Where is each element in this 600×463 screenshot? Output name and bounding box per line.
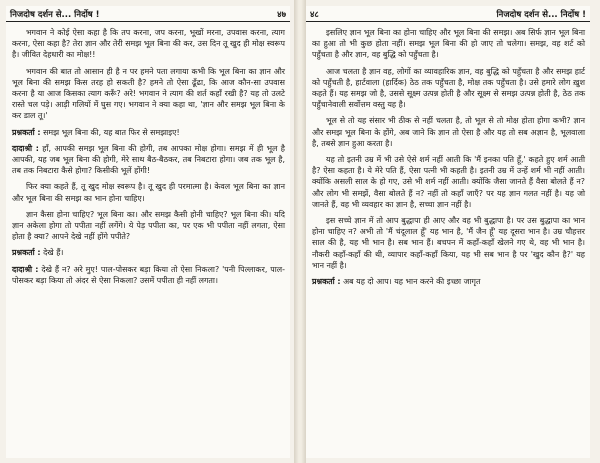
right-page-content: [306, 22, 590, 287]
paragraph: फिर क्या कहते हैं, तू खुद मोक्ष स्वरूप है। तू खुद ही परमात्मा है। केवल भूल बिना का ज्ञान और भूल बिना की समझ का भान होना चाहिए।: [12, 182, 285, 203]
paragraph: भूल से तो यह संसार भी ठीक से नहीं चलता है, तो भूल से तो मोक्ष होता होगा कभी? ज्ञान और समझ भूल बिना के होंगे, अब जाने कि ज्ञान तो ऐसा है और यह तो सब अज्ञान है, भूलवाला है, तबसे ज्ञान हुआ करता है।: [312, 116, 585, 148]
book-gutter: [294, 0, 306, 463]
right-page-header: [306, 6, 590, 22]
paragraph: प्रश्नकर्ता : अब यह दो आप। यह भान करने की इच्छा जागृत: [312, 277, 481, 287]
paragraph: भगवान ने कोई ऐसा कहा है कि तप करना, जप करना, भूखों मरना, उपवास करना, त्याग करना, ऐसा कहा है? तेरा ज्ञान और तेरी समझ भूल बिना की कर, उस दिन तू खुद ही मोक्ष स्वरूप है। जीवित देहधारी का मोक्ष!!: [12, 28, 285, 60]
paragraph: यह तो इतनी उम्र में भी उसे ऐसे शर्म नहीं आती कि 'मैं इनका पति हूँ,' कहते हुए शर्म आती है? ऐसा कहता है। ये मेरे पति हैं, ऐसा पत्नी भी कहती है। इतनी उम्र में उन्हें शर्म भी नहीं आती। क्योंकि असली साल के हो गए, उसे भी शर्म नहीं आती। क्योंकि जैसा जानते हैं वैसा बोलते हैं न? और लोग भी समझें, वैसा बोलते हैं न? नहीं तो कहाँ जाएँ? पर यह ज्ञान गलत नहीं है। यह जो जानते हैं, वह भी व्यवहार का ज्ञान है, सच्चा ज्ञान नहीं है।: [312, 155, 585, 209]
right-running-title: निजदोष दर्शन से... निर्दोष !: [496, 10, 586, 20]
left-page-number: ४७: [277, 10, 286, 20]
paragraph: ज्ञान कैसा होना चाहिए? भूल बिना का। और समझ कैसी होनी चाहिए? भूल बिना की। यदि ज्ञान अकेला होगा तो पपीता नहीं लगेंगे। ये पेड़ पपीता का, पर एक भी पपीता नहीं लगता, ऐसा होता है क्या? आपने देखे नहीं होंगे पपीते?: [12, 209, 285, 242]
paragraph: इसलिए ज्ञान भूल बिना का होना चाहिए और भूल बिना की समझ। अब सिर्फ ज्ञान भूल बिना का हुआ तो भी कुछ होता नहीं। समझ भूल बिना की हो जाए तो चलेगा। समझ, वह शर्ट को पहुँचता है और ज्ञान, वह बुद्धि को पहुँचता है।: [312, 28, 585, 60]
left-page-content: [6, 22, 290, 286]
left-page-header: [6, 6, 290, 22]
right-page-number: ४८: [310, 10, 319, 20]
paragraph: इस सच्चे ज्ञान में तो आप बुद्धापा ही आए और वह भी बुद्धापा है। पर उस बुद्धापा का भान होना चाहिए न? अभी तो 'मैं चंदूलाल हूँ' यह भान है, 'मैं जैन हूँ' यह दूसरा भान है। उम्र चौहत्तर साल की है, यह भी भान है। सब भान हैं। बचपन में कहाँ-कहाँ खेलने गए थे, वह भी भान है। नौकरी कहाँ-कहाँ की थी, व्यापार कहाँ-कहाँ किया, यह भी सब भान है पर 'खुद कौन है?' यह भान नहीं है।: [312, 216, 585, 270]
right-page: [306, 6, 590, 458]
paragraph: भगवान की बात तो आसान ही है न पर हमने पता लगाया कभी कि भूल बिना का ज्ञान और भूल बिना की समझ किस तरह हो सकती है? हमने तो ऐसा ढूँढा, कि आज कौन-सा उपवास करना है या आज किसका त्याग करूँ? अरे! भगवान ने त्याग की शर्त कहाँ रखी है? यह तो उलटे रास्ते चल पड़े। आड़ी गलियों में घुस गए। भगवान ने क्या कहा था, 'ज्ञान और समझ भूल बिना के कर डाल तू।': [12, 66, 285, 121]
paragraph: प्रश्नकर्ता : देखे हैं।: [12, 248, 64, 258]
left-page: [6, 6, 290, 458]
paragraph: दादाश्री : देखे हैं न? अरे मुए! पाल-पोसकर बड़ा किया तो ऐसा निकला? 'पनी पिल्लाकर, पाल-पोसकर बड़ा किया तो अंदर से ऐसा निकला? उसमें पपीता ही नहीं लगता।: [12, 264, 285, 285]
paragraph: दादाश्री : हाँ, आपकी समझ भूल बिना की होगी, तब आपका मोक्ष होगा। समझ में ही भूल है आपकी, यह जब भूल बिना की होगी, मेरे साथ बैठ-बैठकर, तब निबटारा होगा। जब तक भूल है, तब तक निबटारा कैसे होगा? किसीकी भूलें होंगी!: [12, 143, 285, 176]
paragraph: आज चलता है ज्ञान वह, लोगों का व्यावहारिक ज्ञान, वह बुद्धि को पहुँचता है और समझ हार्ट को पहुँचती है, हार्टवाला (हार्दिक) ठेठ तक पहुँचता है, मोक्ष तक पहुँचता है। उसे हमारे लोग ख़ुश कहते हैं। यह समझ जो है, उससे सूक्ष्म उत्पन्न होती है और सूक्ष्म से समझ उत्पन्न होती है, ठेठ तक पहुँचानेवाली सर्वोत्तम वस्तु यह है।: [312, 66, 585, 110]
paragraph: प्रश्नकर्ता : समझ भूल बिना की, यह बात फिर से समझाइए!: [12, 127, 180, 137]
left-running-title: निजदोष दर्शन से... निर्दोष !: [10, 10, 100, 20]
